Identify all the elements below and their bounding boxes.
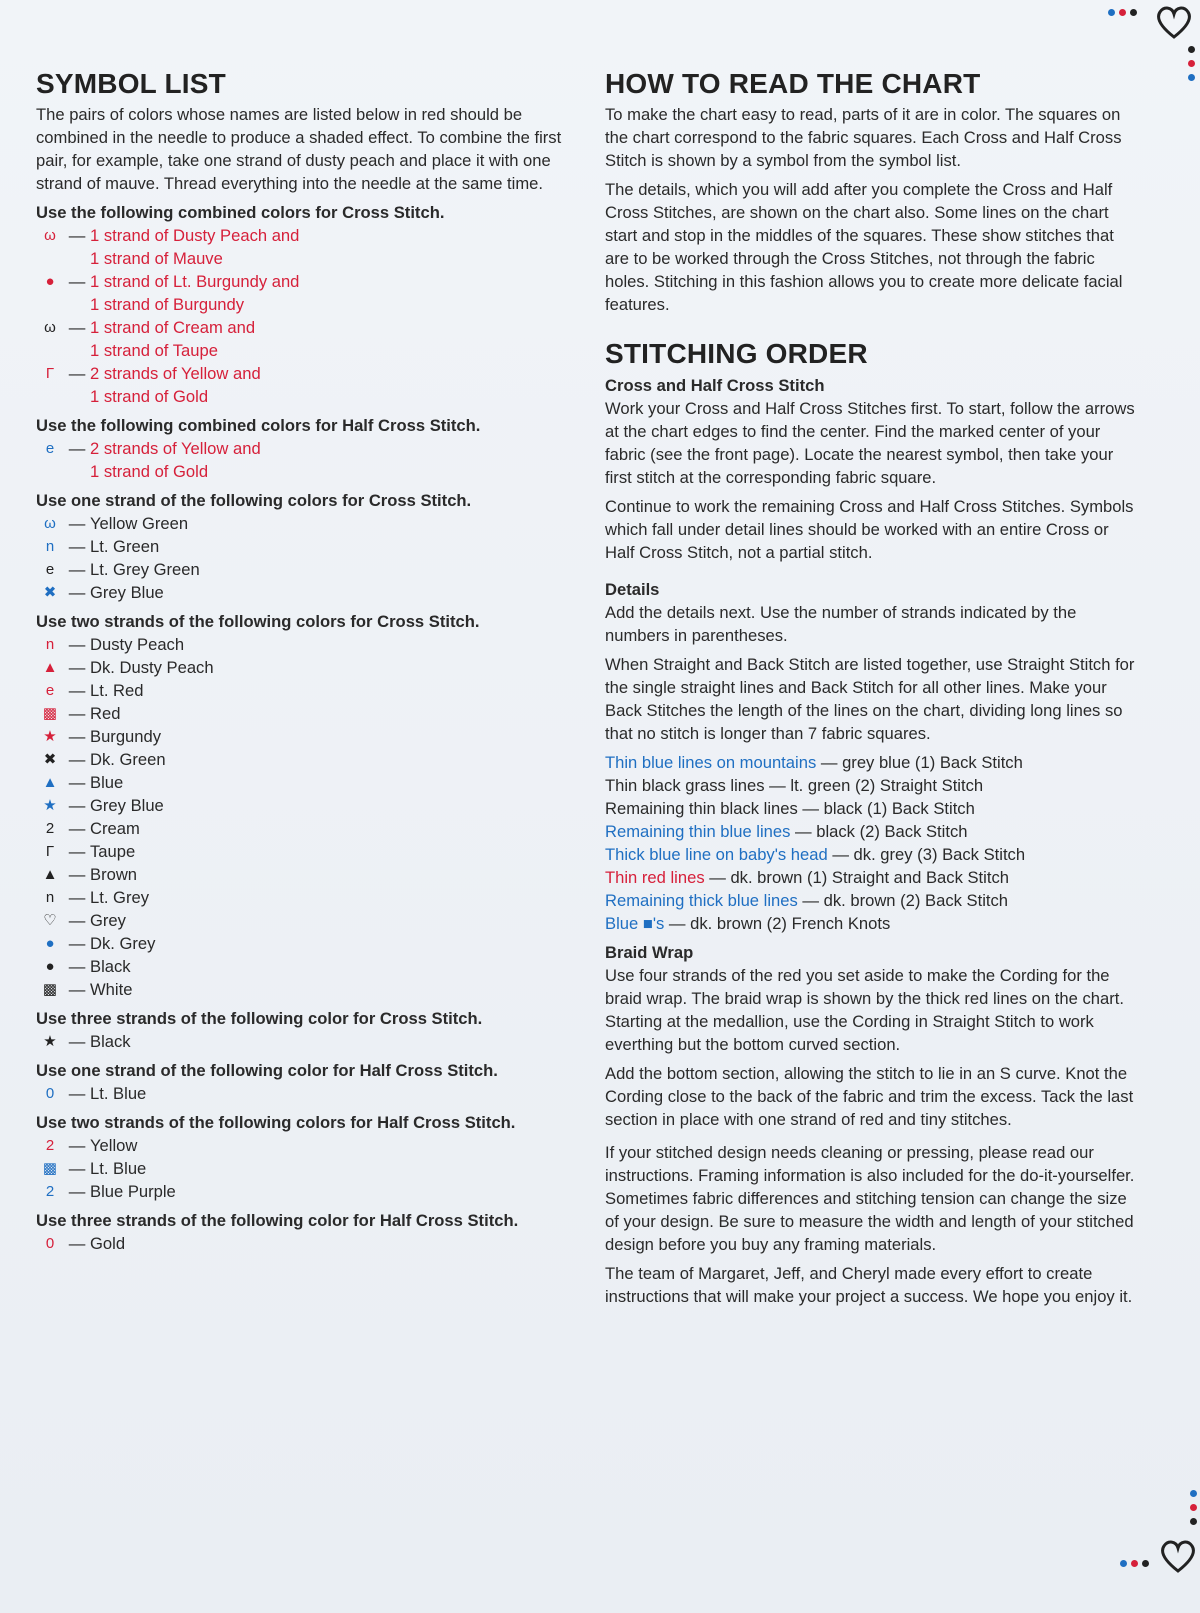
dash-separator: —	[68, 1032, 86, 1051]
group-heading: Use one strand of the following colors for Cross Stitch.	[36, 491, 472, 510]
symbol-entry	[36, 656, 566, 679]
symbol-entry	[36, 771, 566, 794]
color-name-line: Burgundy	[90, 727, 162, 746]
detail-line-label: Thin red lines	[605, 868, 705, 887]
dash-separator: —	[68, 934, 86, 953]
how-to-read-para-1: To make the chart easy to read, parts of it are in color. The squares on the chart correspond to the fabric squares. Each Cross and Half Cross Stitch is shown by a symbol from the symbol list.	[605, 105, 1122, 170]
detail-line-label: Remaining thin blue lines	[605, 822, 791, 841]
symbol-entry	[36, 1134, 566, 1157]
color-name-line: 1 strand of Burgundy	[90, 295, 245, 314]
color-name-line: 1 strand of Taupe	[90, 341, 218, 360]
dash-separator: —	[68, 796, 86, 815]
stitch-symbol-icon: ▲	[42, 866, 58, 883]
dash-separator: —	[68, 439, 86, 458]
stitch-symbol-icon: 0	[45, 1235, 55, 1252]
symbol-entry	[36, 909, 566, 932]
color-name	[90, 909, 566, 932]
color-name-line: Taupe	[90, 842, 136, 861]
dash-separator: —	[68, 750, 86, 769]
symbol-entry	[36, 437, 566, 483]
symbol-entry	[36, 725, 566, 748]
color-name	[90, 886, 566, 909]
color-name	[90, 679, 566, 702]
symbol-entry	[36, 316, 566, 362]
stitch-symbol-icon: 2	[45, 1137, 55, 1154]
stitch-symbol-icon: ✖	[43, 751, 57, 768]
dash-separator: —	[68, 318, 86, 337]
symbol-entry	[36, 817, 566, 840]
stitch-symbol-icon: ★	[43, 1033, 57, 1050]
color-name-line: 1 strand of Gold	[90, 462, 209, 481]
color-name-line: Grey Blue	[90, 796, 164, 815]
dash-separator: —	[68, 635, 86, 654]
symbol-entry	[36, 1232, 566, 1255]
color-name-line: Dk. Dusty Peach	[90, 658, 214, 677]
color-name	[90, 840, 566, 863]
stitch-symbol-icon: n	[45, 538, 55, 555]
braid-wrap-para-1: Use four strands of the red you set aside to make the Cording for the braid wrap. The braid wrap is shown by the thick red lines on the chart. Starting at the medallion, use the Cording in Straight Stitch to work everthing but the bottom curved section.	[605, 966, 1124, 1054]
detail-line-instruction: — dk. brown (2) Back Stitch	[797, 891, 1009, 910]
color-name-line: Dk. Grey	[90, 934, 156, 953]
color-name-line: Cream	[90, 819, 140, 838]
dash-separator: —	[68, 865, 86, 884]
stitch-symbol-icon: ★	[43, 728, 57, 745]
symbol-entry	[36, 270, 566, 316]
details-para-1: Add the details next. Use the number of strands indicated by the numbers in parentheses.	[605, 603, 1077, 645]
group-heading: Use one strand of the following color for Half Cross Stitch.	[36, 1061, 498, 1080]
stitch-symbol-icon: ▲	[42, 774, 58, 791]
detail-line-label: Thick blue line on baby's head	[605, 845, 828, 864]
symbol-list-title: SYMBOL LIST	[36, 68, 226, 99]
color-name-line: Lt. Grey Green	[90, 560, 200, 579]
stitch-symbol-icon: e	[45, 682, 55, 699]
dash-separator: —	[68, 1234, 86, 1253]
instructions-section	[605, 68, 1140, 1314]
color-name	[90, 1030, 566, 1053]
symbol-entry	[36, 512, 566, 535]
color-name-line: Black	[90, 957, 131, 976]
detail-line-label: Remaining thick blue lines	[605, 891, 798, 910]
color-name-line: 1 strand of Cream and	[90, 318, 256, 337]
detail-line	[605, 797, 1140, 820]
color-name	[90, 633, 566, 656]
detail-line-instruction: — lt. green (2) Straight Stitch	[764, 776, 984, 795]
dash-separator: —	[68, 364, 86, 383]
color-name-line: Lt. Grey	[90, 888, 150, 907]
dash-separator: —	[68, 704, 86, 723]
dash-separator: —	[68, 773, 86, 792]
closing-para-2: The team of Margaret, Jeff, and Cheryl made every effort to create instructions that will make your project a success. We hope you enjoy it.	[605, 1264, 1133, 1306]
cross-stitch-heading: Cross and Half Cross Stitch	[605, 376, 825, 395]
heart-icon	[1154, 4, 1194, 40]
symbol-entry	[36, 224, 566, 270]
dash-separator: —	[68, 272, 86, 291]
symbol-entry	[36, 633, 566, 656]
group-heading: Use three strands of the following color for Half Cross Stitch.	[36, 1211, 519, 1230]
color-name	[90, 362, 566, 408]
stitch-symbol-icon: ★	[43, 797, 57, 814]
color-name	[90, 1082, 566, 1105]
stitch-symbol-icon: ●	[45, 935, 55, 952]
dash-separator: —	[68, 583, 86, 602]
symbol-entry	[36, 886, 566, 909]
color-name	[90, 512, 566, 535]
detail-lines-list	[605, 751, 1140, 935]
symbol-entry	[36, 1157, 566, 1180]
dash-separator: —	[68, 560, 86, 579]
group-heading: Use two strands of the following colors for Cross Stitch.	[36, 612, 480, 631]
stitch-symbol-icon: n	[45, 636, 55, 653]
color-name-line: Grey Blue	[90, 583, 164, 602]
stitch-symbol-icon: 2	[45, 1183, 55, 1200]
dash-separator: —	[68, 681, 86, 700]
dash-separator: —	[68, 1182, 86, 1201]
detail-line	[605, 912, 1140, 935]
color-name-line: Dusty Peach	[90, 635, 185, 654]
detail-line	[605, 866, 1140, 889]
symbol-entry	[36, 362, 566, 408]
symbol-entry	[36, 955, 566, 978]
detail-line	[605, 889, 1140, 912]
group-heading: Use the following combined colors for Half Cross Stitch.	[36, 416, 481, 435]
color-name-line: 1 strand of Lt. Burgundy and	[90, 272, 300, 291]
cross-stitch-para-2: Continue to work the remaining Cross and Half Cross Stitches. Symbols which fall under detail lines should be worked with an entire Cross or Half Cross Stitch, not a partial stitch.	[605, 497, 1134, 562]
detail-line-instruction: — grey blue (1) Back Stitch	[816, 753, 1023, 772]
heart-icon	[1158, 1538, 1198, 1574]
symbol-entry	[36, 748, 566, 771]
details-para-2: When Straight and Back Stitch are listed together, use Straight Stitch for the single straight lines and Back Stitch for all other lines. Make your Back Stitches the length of the lines on the chart, dividing long lines so that no stitch is longer than 7 fabric squares.	[605, 655, 1135, 743]
color-name	[90, 725, 566, 748]
dash-separator: —	[68, 537, 86, 556]
stitch-symbol-icon: ▩	[42, 705, 58, 722]
color-name	[90, 535, 566, 558]
symbol-entry	[36, 840, 566, 863]
color-name-line: 1 strand of Gold	[90, 387, 209, 406]
symbol-list-intro: The pairs of colors whose names are listed below in red should be combined in the needle to produce a shaded effect. To combine the first pair, for example, take one strand of dusty peach and place it with one strand of mauve. Thread everything into the needle at the same time.	[36, 105, 562, 193]
color-name-line: Dk. Green	[90, 750, 166, 769]
details-heading: Details	[605, 580, 660, 599]
stitch-symbol-icon: ♡	[43, 912, 57, 929]
detail-line-label: Thin blue lines on mountains	[605, 753, 817, 772]
color-name-line: Lt. Red	[90, 681, 144, 700]
color-name	[90, 270, 566, 316]
color-name	[90, 771, 566, 794]
color-name-line: Red	[90, 704, 121, 723]
detail-line-label: Remaining thin black lines	[605, 799, 798, 818]
stitch-symbol-icon: ●	[45, 273, 55, 290]
color-name-line: Black	[90, 1032, 131, 1051]
color-name-line: White	[90, 980, 133, 999]
stitch-symbol-icon: ▩	[42, 1160, 58, 1177]
color-name-line: Yellow Green	[90, 514, 189, 533]
symbol-list-section	[36, 68, 566, 1255]
symbol-entry	[36, 978, 566, 1001]
group-heading: Use three strands of the following color for Cross Stitch.	[36, 1009, 483, 1028]
stitch-symbol-icon: ω	[44, 227, 56, 244]
color-name	[90, 581, 566, 604]
color-name-line: Blue Purple	[90, 1182, 176, 1201]
color-name	[90, 558, 566, 581]
color-name-line: Lt. Blue	[90, 1084, 147, 1103]
color-name	[90, 224, 566, 270]
group-heading: Use the following combined colors for Cross Stitch.	[36, 203, 445, 222]
stitch-symbol-icon: ▩	[42, 981, 58, 998]
dash-separator: —	[68, 1136, 86, 1155]
color-name-line: 1 strand of Mauve	[90, 249, 223, 268]
stitch-symbol-icon: ●	[45, 958, 55, 975]
stitch-symbol-icon: e	[45, 561, 55, 578]
stitch-symbol-icon: n	[45, 889, 55, 906]
stitching-order-title: STITCHING ORDER	[605, 338, 868, 369]
detail-line-instruction: — black (2) Back Stitch	[790, 822, 968, 841]
color-name-line: Lt. Blue	[90, 1159, 147, 1178]
symbol-entry	[36, 558, 566, 581]
color-name	[90, 817, 566, 840]
color-name	[90, 863, 566, 886]
dash-separator: —	[68, 727, 86, 746]
dash-separator: —	[68, 957, 86, 976]
detail-line	[605, 774, 1140, 797]
symbol-entry	[36, 863, 566, 886]
color-name-line: 1 strand of Dusty Peach and	[90, 226, 300, 245]
braid-wrap-heading: Braid Wrap	[605, 943, 694, 962]
dash-separator: —	[68, 658, 86, 677]
color-name	[90, 437, 566, 483]
symbol-entry	[36, 702, 566, 725]
bottom-right-decoration	[1120, 1490, 1200, 1600]
color-name	[90, 1157, 566, 1180]
color-name	[90, 316, 566, 362]
stitch-symbol-icon: ✖	[43, 584, 57, 601]
stitch-symbol-icon: e	[45, 440, 55, 457]
color-name	[90, 978, 566, 1001]
symbol-entry	[36, 932, 566, 955]
stitch-symbol-icon: ω	[44, 319, 56, 336]
dash-separator: —	[68, 226, 86, 245]
group-heading: Use two strands of the following colors for Half Cross Stitch.	[36, 1113, 516, 1132]
detail-line-label: Thin black grass lines	[605, 776, 765, 795]
color-name	[90, 955, 566, 978]
dash-separator: —	[68, 980, 86, 999]
detail-line-label: Blue ■'s	[605, 914, 665, 933]
stitch-symbol-icon: Γ	[45, 843, 55, 860]
symbol-entry	[36, 581, 566, 604]
stitch-symbol-icon: Γ	[45, 365, 55, 382]
dash-separator: —	[68, 842, 86, 861]
braid-wrap-para-2: Add the bottom section, allowing the stitch to lie in an S curve. Knot the Cording close to the back of the fabric and trim the excess. Tack the last section in place with one strand of red and tiny stitches.	[605, 1064, 1134, 1129]
detail-line-instruction: — dk. grey (3) Back Stitch	[827, 845, 1026, 864]
color-name	[90, 1180, 566, 1203]
color-name	[90, 748, 566, 771]
detail-line-instruction: — black (1) Back Stitch	[797, 799, 975, 818]
detail-line-instruction: — dk. brown (2) French Knots	[664, 914, 891, 933]
color-name	[90, 656, 566, 679]
color-name-line: Brown	[90, 865, 138, 884]
dash-separator: —	[68, 514, 86, 533]
color-name-line: Yellow	[90, 1136, 138, 1155]
symbol-groups	[36, 201, 566, 1255]
symbol-entry	[36, 535, 566, 558]
detail-line	[605, 843, 1140, 866]
closing-para-1: If your stitched design needs cleaning or pressing, please read our instructions. Framing information is also included for the do-it-yourselfer. Sometimes fabric differences and stitching tension can change the size of your design. Be sure to measure the width and length of your stitched design before you buy any framing materials.	[605, 1143, 1135, 1254]
color-name	[90, 1232, 566, 1255]
symbol-entry	[36, 679, 566, 702]
stitch-symbol-icon: ω	[44, 515, 56, 532]
stitch-symbol-icon: 0	[45, 1085, 55, 1102]
stitch-symbol-icon: 2	[45, 820, 55, 837]
stitch-symbol-icon: ▲	[42, 659, 58, 676]
how-to-read-title: HOW TO READ THE CHART	[605, 68, 981, 99]
color-name	[90, 794, 566, 817]
detail-line	[605, 751, 1140, 774]
symbol-entry	[36, 1030, 566, 1053]
dash-separator: —	[68, 1084, 86, 1103]
dash-separator: —	[68, 911, 86, 930]
cross-stitch-para-1: Work your Cross and Half Cross Stitches first. To start, follow the arrows at the chart edges to find the center. Find the marked center of your fabric (see the front page). Locate the nearest symbol, then take your first stitch at the corresponding fabric square.	[605, 399, 1135, 487]
color-name-line: Blue	[90, 773, 124, 792]
symbol-entry	[36, 794, 566, 817]
color-name	[90, 702, 566, 725]
symbol-entry	[36, 1180, 566, 1203]
symbol-entry	[36, 1082, 566, 1105]
detail-line-instruction: — dk. brown (1) Straight and Back Stitch	[704, 868, 1009, 887]
detail-line	[605, 820, 1140, 843]
color-name-line: Grey	[90, 911, 126, 930]
color-name	[90, 1134, 566, 1157]
dash-separator: —	[68, 819, 86, 838]
color-name-line: 2 strands of Yellow and	[90, 364, 261, 383]
dash-separator: —	[68, 1159, 86, 1178]
color-name-line: Gold	[90, 1234, 126, 1253]
dash-separator: —	[68, 888, 86, 907]
color-name-line: 2 strands of Yellow and	[90, 439, 261, 458]
color-name	[90, 932, 566, 955]
color-name-line: Lt. Green	[90, 537, 160, 556]
how-to-read-para-2: The details, which you will add after you complete the Cross and Half Cross Stitches, are shown on the chart also. Some lines on the chart start and stop in the middles of the squares. These show stitches that are to be worked through the Cross Stitches, not through the fabric holes. Stitching in this fashion allows you to create more delicate facial features.	[605, 180, 1123, 314]
